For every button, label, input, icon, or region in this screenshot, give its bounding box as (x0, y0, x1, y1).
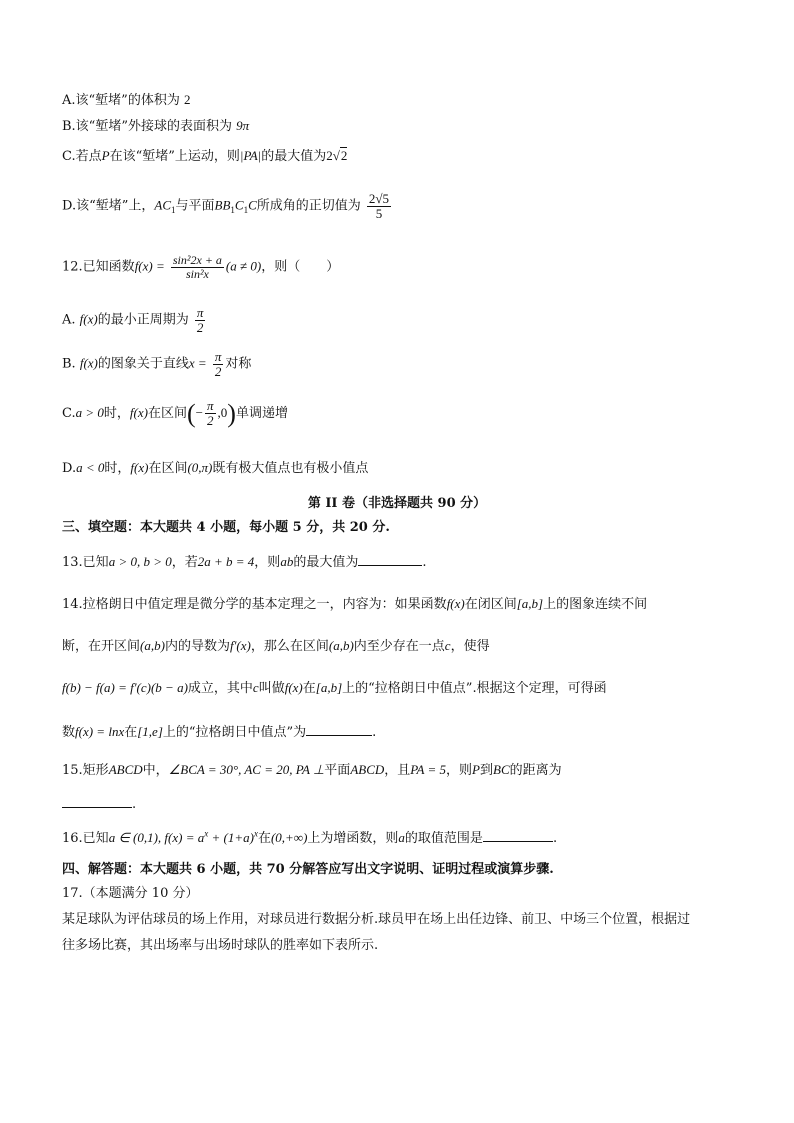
q11-option-a: A.该“堑堵”的体积为 2 (62, 92, 191, 108)
section4-title: 四、解答题：本大题共 6 小题，共 70 分解答应写出文字说明、证明过程或演算步骤. (62, 862, 554, 877)
q12-option-a: A. f(x)的最小正周期为 $\frac{\pi}{2}$ (62, 305, 204, 335)
answer-blank (62, 794, 132, 808)
fraction: $\frac{\pi}{2}$ (196, 305, 204, 335)
q14-line3: f(b) − f(a) = f′(c)(b − a)成立，其中c叫做f(x)在[a,b]上的“拉格朗日中值点”.根据这个定理，可得函 (62, 680, 607, 696)
q12-stem: 12.已知函数f(x) = $\frac{\text{sin²2x + a}}{\text{sin²x}}$ (a ≠ 0)，则（ ） (62, 253, 340, 281)
q15-answer-line: . (62, 794, 136, 813)
fraction: $\frac{\text{sin²2x + a}}{\text{sin²x}}$ (172, 253, 222, 281)
fraction: $\frac{2√5}{5}$ (368, 191, 390, 221)
q11-option-c: C.若点P在该“堑堵”上运动，则|PA|的最大值为2√2 (62, 148, 348, 164)
q14-line1: 14.拉格朗日中值定理是微分学的基本定理之一，内容为：如果函数f(x)在闭区间[a,b]上的图象连续不间 (62, 596, 648, 612)
q11-option-b: B.该“堑堵”外接球的表面积为 9π (62, 118, 250, 134)
q14-line2: 断，在开区间(a,b)内的导数为f′(x)，那么在区间(a,b)内至少存在一点c，使得 (62, 638, 490, 654)
answer-blank (306, 722, 372, 736)
fraction: $\frac{\pi}{2}$ (214, 349, 222, 379)
q16: 16.已知a ∈ (0,1), $f(x) = a^x + (1+a)^x$在(0,+∞)上为增函数，则a的取值范围是 . (62, 828, 558, 846)
q12-option-b: B. f(x)的图象关于直线x = $\frac{\pi}{2}$ 对称 (62, 349, 252, 379)
q14-line4: 数f(x) = lnx在[1,e]上的“拉格朗日中值点”为 . (62, 724, 377, 740)
fraction: $\frac{\pi}{2}$ (207, 398, 214, 429)
answer-blank (358, 552, 422, 566)
q12-option-c: C.a > 0时，f(x)在区间(− $\frac{\pi}{2}$ ,0)单调递增 (62, 398, 288, 429)
q13: 13.已知a > 0, b > 0，若2a + b = 4，则ab的最大值为 . (62, 554, 427, 570)
q12-option-d: D.a < 0时，f(x)在区间(0,π)既有极大值点也有极小值点 (62, 460, 369, 476)
part2-title: 第 II 卷（非选择题共 90 分） (307, 496, 487, 511)
section3-title: 三、填空题：本大题共 4 小题，每小题 5 分，共 20 分. (62, 520, 390, 535)
answer-blank (483, 828, 553, 842)
q11-option-d: D.该“堑堵”上，$AC_1$与平面$BB_1C_1C$所成角的正切值为 $\frac{2√5}{5}$ (62, 191, 390, 221)
q17-head: 17.（本题满分 10 分） (62, 886, 199, 901)
q17-line2: 往多场比赛，其出场率与出场时球队的胜率如下表所示. (62, 938, 379, 953)
q17-line1: 某足球队为评估球员的场上作用，对球员进行数据分析.球员甲在场上出任边锋、前卫、中场三个位置，根据过 (62, 912, 691, 927)
q15: 15.矩形ABCD中，∠BCA = 30°, AC = 20, PA ⊥平面ABCD，且PA = 5，则P到BC的距离为 (62, 762, 562, 778)
